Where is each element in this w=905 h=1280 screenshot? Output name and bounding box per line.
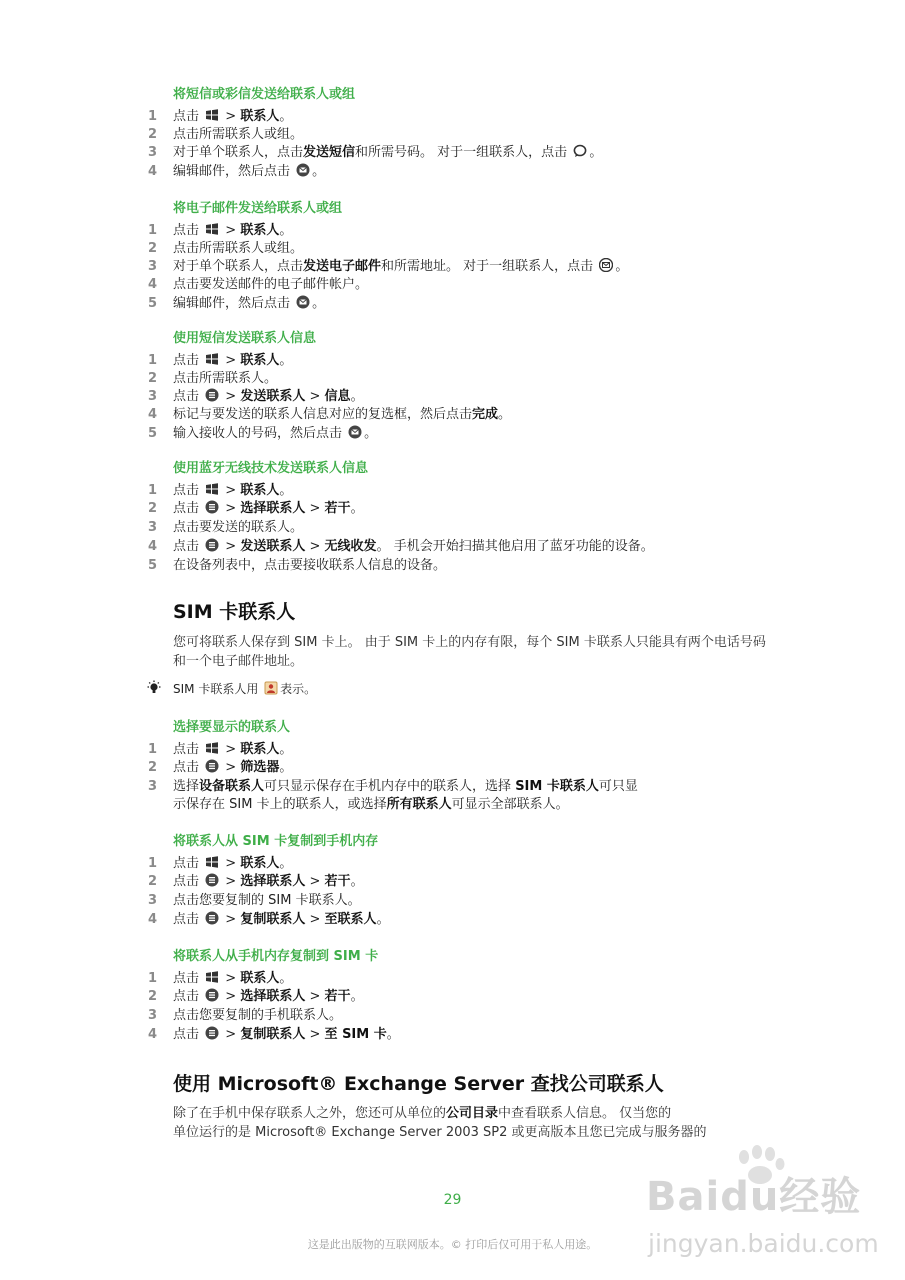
windows-start-icon [205,741,219,755]
menu-icon [205,988,219,1002]
menu-icon [205,388,219,402]
watermark-logo: Baidu经验 [646,1174,862,1220]
step: 5 编辑邮件，然后点击 。 [148,296,326,311]
send-icon [348,425,362,439]
step: 1 点击 > 联系人。 [148,483,293,498]
menu-icon [205,1026,219,1040]
step: 1 点击 > 联系人。 [148,971,293,986]
section-title-sms-contact-group: 将短信或彩信发送给联系人或组 [173,87,356,102]
step: 3 点击要发送的联系人。 [148,520,304,535]
page-number: 29 [443,1192,462,1208]
heading-sim-contacts: SIM 卡联系人 [173,601,296,623]
menu-icon [205,538,219,552]
step-number: 1 [148,109,158,124]
step: 4 点击要发送邮件的电子邮件帐户。 [148,277,369,292]
send-icon [296,163,310,177]
menu-icon [205,759,219,773]
step: 5 输入接收人的号码，然后点击 。 [148,426,378,441]
step: 4 标记与要发送的联系人信息对应的复选框，然后点击完成。 [148,407,512,422]
step: 2 点击 > 选择联系人 > 若干。 [148,989,364,1004]
menu-icon [205,873,219,887]
watermark-url: jingyan.baidu.com [648,1229,879,1258]
step: 3 点击您要复制的手机联系人。 [148,1008,343,1023]
step: 2 点击 > 筛选器。 [148,760,293,775]
chat-bubble-icon [573,144,587,158]
windows-start-icon [205,970,219,984]
step: 2 点击所需联系人或组。 [148,127,304,142]
step: 1 点击 > 联系人。 [148,742,293,757]
heading-exchange-server: 使用 Microsoft® Exchange Server 查找公司联系人 [173,1073,664,1095]
exchange-paragraph: 除了在手机中保存联系人之外，您还可从单位的公司目录中查看联系人信息。 仅当您的 单位运行的是 Microsoft® Exchange Server 2003 SP2 或更高版本且您已完成与服务器的 [173,1106,707,1140]
step: 4 编辑邮件，然后点击 。 [148,164,326,179]
section-title-send-contact-sms: 使用短信发送联系人信息 [173,331,317,346]
step: 1 点击 > 联系人。 [148,353,293,368]
step: 3 对于单个联系人，点击发送电子邮件和所需地址。 对于一组联系人，点击 。 [148,259,629,274]
tip-note: SIM 卡联系人用 表示。 [143,680,316,698]
send-icon [296,295,310,309]
step: 2 点击 > 选择联系人 > 若干。 [148,501,364,516]
section-title-choose-displayed-contacts: 选择要显示的联系人 [173,720,291,735]
step: 3 点击 > 发送联系人 > 信息。 [148,389,364,404]
step: 2 点击 > 选择联系人 > 若干。 [148,874,364,889]
sim-contact-icon [264,681,278,695]
step: 3 选择设备联系人可只显示保存在手机内存中的联系人，选择 SIM 卡联系人可只显 示保存在 SIM 卡上的联系人，或选择所有联系人可显示全部联系人。 [148,779,638,812]
lightbulb-icon [143,680,165,696]
windows-start-icon [205,482,219,496]
step: 3 对于单个联系人，点击发送短信和所需号码。 对于一组联系人，点击 。 [148,145,603,160]
windows-start-icon [205,108,219,122]
section-title-send-contact-bluetooth: 使用蓝牙无线技术发送联系人信息 [173,461,369,476]
step: 5 在设备列表中，点击要接收联系人信息的设备。 [148,558,447,573]
step: 2 点击所需联系人或组。 [148,241,304,256]
windows-start-icon [205,855,219,869]
section-title-email-contact-group: 将电子邮件发送给联系人或组 [173,201,343,216]
menu-icon [205,500,219,514]
section-title-copy-sim-to-phone: 将联系人从 SIM 卡复制到手机内存 [173,834,379,849]
section-title-copy-phone-to-sim: 将联系人从手机内存复制到 SIM 卡 [173,949,379,964]
windows-start-icon [205,222,219,236]
step: 4 点击 > 发送联系人 > 无线收发。 手机会开始扫描其他启用了蓝牙功能的设备。 [148,539,654,554]
step: 4 点击 > 复制联系人 > 至 SIM 卡。 [148,1027,400,1042]
step: 1 点击 > 联系人。 [148,223,293,238]
windows-start-icon [205,352,219,366]
step: 4 点击 > 复制联系人 > 至联系人。 [148,912,390,927]
sim-paragraph: 您可将联系人保存到 SIM 卡上。 由于 SIM 卡上的内存有限，每个 SIM 卡联系人只能具有两个电话号码和一个电子邮件地址。 [173,635,766,669]
step: 1 点击 > 联系人。 [148,109,293,124]
menu-icon [205,911,219,925]
footer-note: 这是此出版物的互联网版本。© 打印后仅可用于私人用途。 [307,1238,598,1251]
step: 2 点击所需联系人。 [148,371,278,386]
step: 3 点击您要复制的 SIM 卡联系人。 [148,893,361,908]
envelope-icon [599,258,613,272]
step: 1 点击 > 联系人。 [148,856,293,871]
